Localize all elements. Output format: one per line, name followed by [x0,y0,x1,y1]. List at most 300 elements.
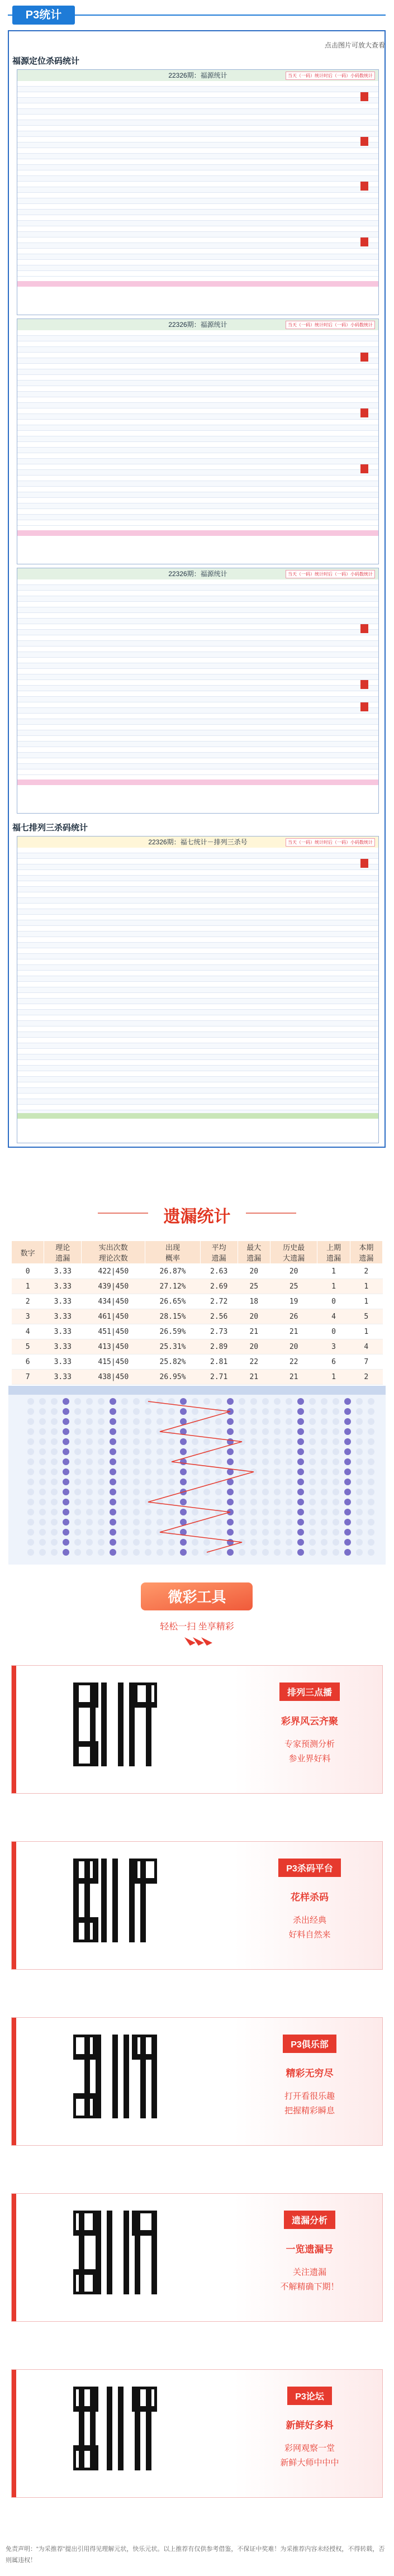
table-row [17,674,378,680]
trend-dot [110,1519,116,1525]
promo-tag: 排列三点播 [279,1683,340,1701]
trend-dot [51,1509,58,1515]
trend-dot [321,1428,327,1435]
trend-dot [86,1428,93,1435]
trend-dot [39,1519,46,1525]
trend-dot [180,1408,187,1415]
trend-dot [344,1468,351,1475]
table-row [17,909,378,915]
table-row [17,260,378,265]
trend-dot [215,1398,222,1405]
trend-dot [180,1539,187,1546]
trend-dot [110,1499,116,1505]
trend-dot [39,1479,46,1485]
qr-code[interactable] [73,2035,157,2118]
trend-dot [39,1448,46,1455]
trend-dot [86,1549,93,1556]
trend-dot [215,1499,222,1505]
trend-dot [274,1428,281,1435]
trend-dot [297,1438,304,1445]
trend-dot [333,1519,339,1525]
table-cell: 2 [350,1370,382,1385]
table-row [12,1339,383,1354]
trend-dot [309,1398,316,1405]
table-cell: 7 [12,1370,44,1385]
table-row [17,364,378,369]
trend-dot [274,1489,281,1495]
table-row [17,103,378,109]
table-row [17,187,378,193]
trend-dot [27,1479,34,1485]
trend-dot [297,1408,304,1415]
trend-dot [239,1408,245,1415]
trend-dot [39,1549,46,1556]
table-row [12,1324,383,1339]
trend-dot [215,1428,222,1435]
trend-dot [309,1438,316,1445]
table-hint: 当天（一码）统计时后（一码）小码数统计 [286,570,375,578]
trend-dot [86,1418,93,1425]
trend-dot [133,1489,140,1495]
trend-dot [356,1448,363,1455]
table-row [17,448,378,453]
trend-dot [274,1519,281,1525]
trend-dot [368,1549,374,1556]
trend-dot [262,1479,269,1485]
trend-dot [74,1458,81,1465]
trend-dot [145,1468,151,1475]
trend-dot [63,1499,69,1505]
trend-dot [51,1448,58,1455]
promo-subtitle: 彩界风云齐聚 [281,1716,338,1727]
promo-tag: P3杀码平台 [278,1859,341,1877]
table-row [17,691,378,697]
trend-dot [203,1499,210,1505]
table-row [17,271,378,277]
trend-dot [333,1509,339,1515]
trend-dot [192,1499,198,1505]
table-row [17,109,378,115]
trend-dot [156,1519,163,1525]
column-header: 实出次数 理论次数 [82,1241,145,1264]
table-row [17,442,378,448]
trend-dot [239,1448,245,1455]
trend-dot [145,1479,151,1485]
table-cell: 4 [317,1309,350,1324]
table-row [17,249,378,254]
kill-table-1[interactable] [17,69,379,315]
trend-dot [156,1408,163,1415]
table-row [17,853,378,859]
trend-dot [39,1539,46,1546]
trend-dot [156,1479,163,1485]
promo-tag: P3论坛 [287,2387,332,2405]
trend-dot [63,1489,69,1495]
trend-dot [110,1539,116,1546]
trend-dot [250,1539,257,1546]
trend-dot [27,1539,34,1546]
trend-dot [110,1479,116,1485]
table-row [17,697,378,702]
trend-dot [133,1499,140,1505]
table-row [12,1294,383,1309]
column-header: 本期 遗漏 [350,1241,382,1264]
trend-dot [110,1489,116,1495]
trend-dot [51,1519,58,1525]
trend-dot [356,1438,363,1445]
trend-dot [286,1539,292,1546]
trend-dot [368,1438,374,1445]
trend-dot [250,1489,257,1495]
qr-code[interactable] [73,1683,157,1766]
trend-dot [51,1418,58,1425]
table-row [17,221,378,226]
trend-dot [309,1489,316,1495]
trend-dot [51,1398,58,1405]
table-row [17,353,378,358]
promo-subtitle: 花样杀码 [291,1892,329,1903]
kill-table-2[interactable] [17,319,379,564]
trend-dot [192,1509,198,1515]
trend-dot [180,1448,187,1455]
trend-dot [368,1398,374,1405]
trend-dot [121,1549,128,1556]
table-row [17,635,378,641]
trend-dot [239,1458,245,1465]
table-cell: 2 [12,1294,44,1309]
table-cell: 2.89 [200,1339,238,1354]
trend-dot [27,1549,34,1556]
table-row [17,120,378,126]
trend-dot [145,1418,151,1425]
trend-dot [63,1398,69,1405]
trend-dot [344,1519,351,1525]
trend-dot [356,1519,363,1525]
trend-dot [297,1428,304,1435]
trend-dot [262,1529,269,1536]
trend-dot [286,1549,292,1556]
table-row [12,1279,383,1294]
trend-dot [368,1448,374,1455]
trend-dot [368,1499,374,1505]
trend-dot [297,1458,304,1465]
hit-cell [360,237,368,246]
table-cell: 434|450 [82,1294,145,1309]
trend-dot [156,1398,163,1405]
trend-dot [98,1448,105,1455]
qr-code[interactable] [73,1859,157,1942]
trend-dot [156,1448,163,1455]
table-cell: 1 [350,1324,382,1339]
trend-dot [145,1438,151,1445]
promo-card[interactable] [11,1665,383,1794]
trend-dot [98,1428,105,1435]
trend-dot [262,1418,269,1425]
table-cell: 1 [317,1279,350,1294]
trend-dot [86,1438,93,1445]
trend-dot [250,1418,257,1425]
trend-dot [368,1539,374,1546]
trend-dot [121,1499,128,1505]
trend-dot [321,1458,327,1465]
trend-dot [180,1509,187,1515]
trend-dot [156,1438,163,1445]
table-row [17,515,378,520]
table-row [17,887,378,892]
table-row [17,403,378,408]
table-rows [17,330,378,526]
trend-dot [262,1438,269,1445]
qr-code[interactable] [73,2211,157,2294]
trend-dot [297,1448,304,1455]
trend-dot [51,1489,58,1495]
table-cell: 18 [238,1294,270,1309]
trend-dot [286,1489,292,1495]
table-cell: 439|450 [82,1279,145,1294]
trend-dot [250,1428,257,1435]
trend-dot [344,1458,351,1465]
trend-dot [203,1539,210,1546]
trend-dot [192,1468,198,1475]
table-row [17,1082,378,1088]
trend-dot [180,1398,187,1405]
trend-dot [297,1509,304,1515]
trend-dot [309,1499,316,1505]
trend-dot [262,1499,269,1505]
table-row [17,1099,378,1105]
table-row [17,165,378,170]
promo-lines: 杀出经典 好料自然来 [288,1916,331,1940]
trend-dot [98,1468,105,1475]
trend-dot [286,1418,292,1425]
table-rows [17,848,378,1116]
table-cell: 1 [350,1294,382,1309]
trend-dot [86,1398,93,1405]
table-cell: 20 [270,1339,317,1354]
table-row [17,585,378,591]
trend-dot [356,1509,363,1515]
trend-dot [74,1529,81,1536]
table-row [17,859,378,864]
trend-dot [74,1499,81,1505]
table-row [17,492,378,498]
table-cell: 20 [238,1339,270,1354]
trend-dot [250,1519,257,1525]
trend-dot [344,1408,351,1415]
trend-dot [63,1519,69,1525]
trend-dot [180,1468,187,1475]
trend-dot [262,1539,269,1546]
trend-dot [51,1458,58,1465]
trend-dot [333,1468,339,1475]
trend-dot [274,1458,281,1465]
trend-dot [368,1458,374,1465]
table-hint: 当天（一码）统计时后（一码）小码数统计 [286,321,375,329]
trend-dot [145,1458,151,1465]
trend-dot [121,1418,128,1425]
trend-dot [286,1458,292,1465]
kill-table-3[interactable] [17,568,379,814]
trend-dot [133,1418,140,1425]
trend-dot [356,1499,363,1505]
trend-dot [121,1398,128,1405]
table-row [17,226,378,232]
trend-dot [63,1438,69,1445]
table-row [12,1370,383,1385]
table-cell: 2.56 [200,1309,238,1324]
trend-dot [297,1418,304,1425]
trend-dot [250,1529,257,1536]
trend-dot [168,1448,175,1455]
trend-dot [121,1529,128,1536]
table-row [17,736,378,742]
table-cell: 2.69 [200,1279,238,1294]
promo-tag: 遗漏分析 [284,2211,335,2229]
table-row [17,742,378,747]
table-hint: 当天（一码）统计时后（一码）小码数统计 [286,838,375,847]
trend-dot [86,1519,93,1525]
table-row [17,686,378,691]
trend-dot [333,1428,339,1435]
section1-title: 福源定位杀码统计 [12,56,80,66]
table-cell: 26 [270,1309,317,1324]
trend-dot [356,1398,363,1405]
trend-dot [297,1479,304,1485]
table-cell: 451|450 [82,1324,145,1339]
trend-dot [168,1408,175,1415]
trend-dot [239,1549,245,1556]
trend-dot [27,1529,34,1536]
table-row [17,1105,378,1110]
table-row [17,758,378,764]
summary-row [17,1113,378,1119]
table-row [17,431,378,436]
table-cell: 1 [317,1264,350,1279]
trend-dot [250,1479,257,1485]
trend-dot [262,1489,269,1495]
promo-strip [12,2370,16,2497]
trend-dot [309,1519,316,1525]
trend-dot [39,1468,46,1475]
table-row [17,747,378,753]
trend-dot [121,1428,128,1435]
trend-dot [98,1398,105,1405]
table-cell: 0 [317,1324,350,1339]
table-row [17,81,378,87]
table-row [17,358,378,364]
table-title: 22326期：福源统计 [168,570,227,578]
trend-dot [74,1468,81,1475]
trend-dot [274,1499,281,1505]
trend-dot [344,1438,351,1445]
table-cell: 22 [238,1354,270,1370]
table-row [17,414,378,420]
trend-dot [145,1509,151,1515]
trend-dot [227,1398,234,1405]
table-cell: 3 [317,1339,350,1354]
table-row [17,596,378,602]
trend-dot [356,1529,363,1536]
trend-dot [274,1468,281,1475]
trend-dot [74,1448,81,1455]
trend-dot [27,1408,34,1415]
trend-dot [39,1458,46,1465]
promo-card[interactable] [11,2193,383,2322]
trend-dot [145,1529,151,1536]
table-cell: 25 [238,1279,270,1294]
table-row [17,848,378,853]
trend-dot [145,1428,151,1435]
promo-strip [12,2194,16,2321]
table-row [17,1054,378,1060]
column-header: 出现 概率 [145,1241,200,1264]
table-row [17,487,378,492]
trend-dot [121,1539,128,1546]
trend-dot [262,1428,269,1435]
trend-dot [215,1458,222,1465]
table-cell: 26.65% [145,1294,200,1309]
table-row [17,215,378,221]
trend-dot [121,1408,128,1415]
promo-card[interactable] [11,2369,383,2498]
trend-dot [110,1448,116,1455]
trend-dot [286,1479,292,1485]
table-cell: 415|450 [82,1354,145,1370]
trend-dot [63,1448,69,1455]
trend-dot [98,1458,105,1465]
trend-dot [227,1549,234,1556]
trend-dot [321,1499,327,1505]
trend-dot [262,1468,269,1475]
disclaimer: 免责声明：“为采推荐”提出引用得见理解元状，快乐元状。以上推荐有仅供参考借鉴，不保证中奖难！为采推荐内容未经授权，不得转载，否则属违权！ [6,2546,385,2564]
table-row [17,1043,378,1049]
table-row [17,641,378,647]
table-cell: 1 [12,1279,44,1294]
trend-dot [74,1509,81,1515]
trend-dot [86,1539,93,1546]
trend-dot [239,1418,245,1425]
trend-dot [86,1468,93,1475]
trend-dot [156,1468,163,1475]
trend-dot [86,1509,93,1515]
trend-dot [168,1468,175,1475]
table-cell: 25.82% [145,1354,200,1370]
trend-dot [321,1549,327,1556]
table-row [17,453,378,459]
trend-dot [309,1448,316,1455]
banner-title: 微彩工具 [168,1589,226,1605]
table-cell: 21 [238,1370,270,1385]
kill-table-4[interactable] [17,836,379,1143]
trend-dot [286,1438,292,1445]
table-row [17,193,378,198]
table-row [17,126,378,131]
table-row [17,232,378,237]
table-row [17,702,378,708]
qr-code[interactable] [73,2387,157,2470]
trend-dot [333,1408,339,1415]
trend-dot [286,1509,292,1515]
promo-card[interactable] [11,1841,383,1970]
trend-dot [133,1479,140,1485]
table-cell: 2.63 [200,1264,238,1279]
column-header: 数字 [12,1241,44,1264]
trend-dot [133,1448,140,1455]
promo-card[interactable] [11,2017,383,2146]
trend-dot [121,1509,128,1515]
trend-dot [63,1549,69,1556]
table-cell: 21 [270,1324,317,1339]
